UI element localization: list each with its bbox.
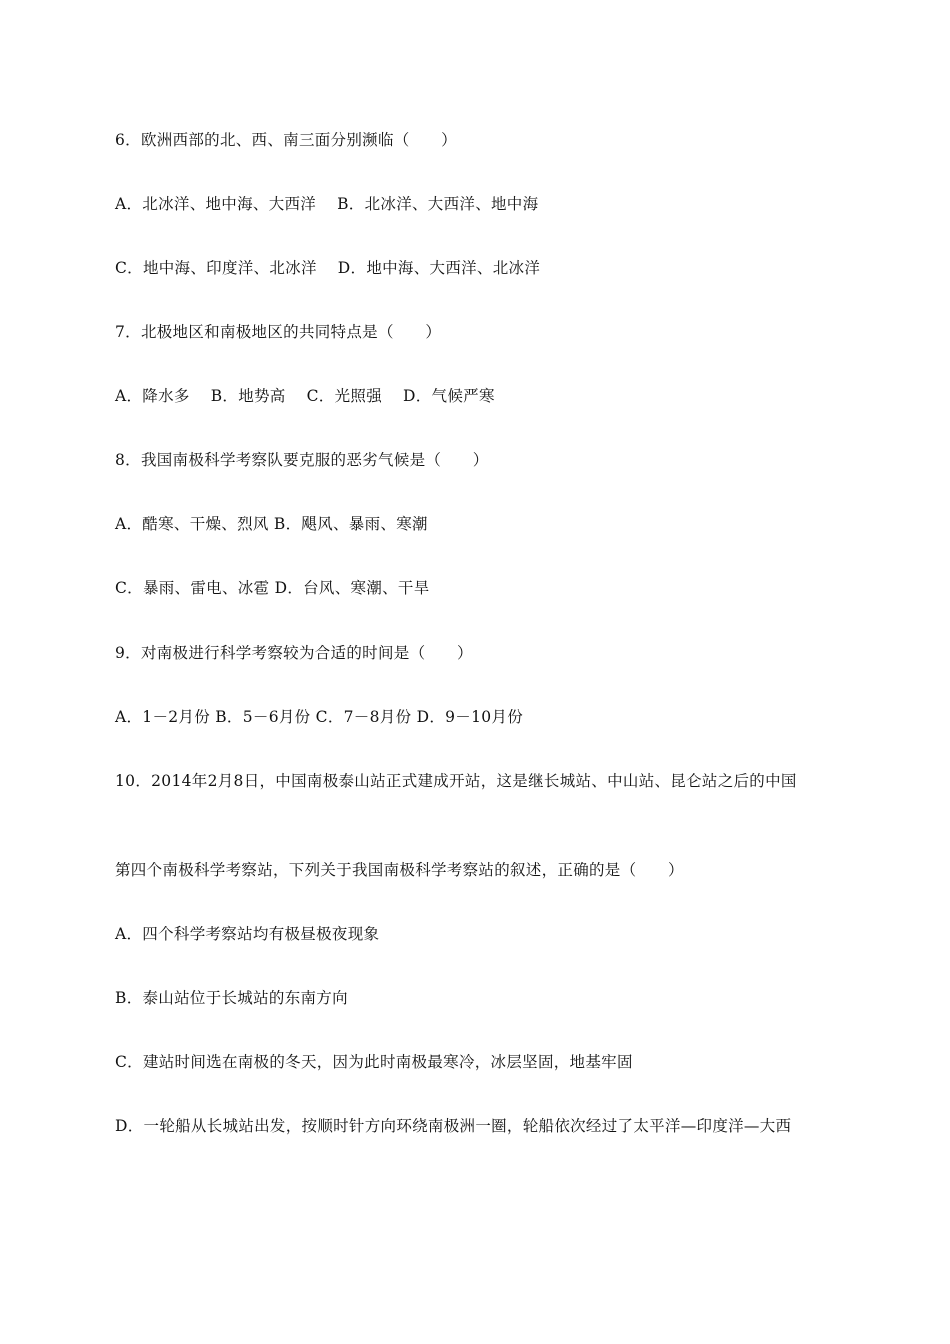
question-7-stem: 7．北极地区和南极地区的共同特点是（ ）: [115, 323, 442, 341]
question-10-stem-line-2: 第四个南极科学考察站，下列关于我国南极科学考察站的叙述，正确的是（ ）: [115, 861, 684, 879]
question-10-option-d: D．一轮船从长城站出发，按顺时针方向环绕南极洲一圈，轮船依次经过了太平洋—印度洋—大西: [115, 1117, 792, 1135]
question-6-options-ab: A．北冰洋、地中海、大西洋 B．北冰洋、大西洋、地中海: [115, 195, 539, 213]
question-8-options-ab: A．酷寒、干燥、烈风 B．飓风、暴雨、寒潮: [115, 515, 428, 533]
question-10-option-c: C．建站时间选在南极的冬天，因为此时南极最寒冷，冰层坚固，地基牢固: [115, 1053, 633, 1071]
question-10-option-b: B．泰山站位于长城站的东南方向: [115, 989, 348, 1007]
question-10-option-a: A．四个科学考察站均有极昼极夜现象: [115, 925, 380, 943]
question-10-stem-line-1: 10．2014年2月8日，中国南极泰山站正式建成开站，这是继长城站、中山站、昆仑站之后的中国: [115, 772, 797, 790]
question-8-options-cd: C．暴雨、雷电、冰雹 D．台风、寒潮、干旱: [115, 579, 430, 597]
question-6-stem: 6．欧洲西部的北、西、南三面分别濒临（ ）: [115, 131, 457, 149]
question-7-options: A．降水多 B．地势高 C．光照强 D．气候严寒: [115, 387, 495, 405]
question-6-options-cd: C．地中海、印度洋、北冰洋 D．地中海、大西洋、北冰洋: [115, 259, 541, 277]
question-8-stem: 8．我国南极科学考察队要克服的恶劣气候是（ ）: [115, 451, 489, 469]
question-9-stem: 9．对南极进行科学考察较为合适的时间是（ ）: [115, 644, 473, 662]
question-9-options: A．1－2月份 B．5－6月份 C．7－8月份 D．9－10月份: [115, 708, 524, 726]
